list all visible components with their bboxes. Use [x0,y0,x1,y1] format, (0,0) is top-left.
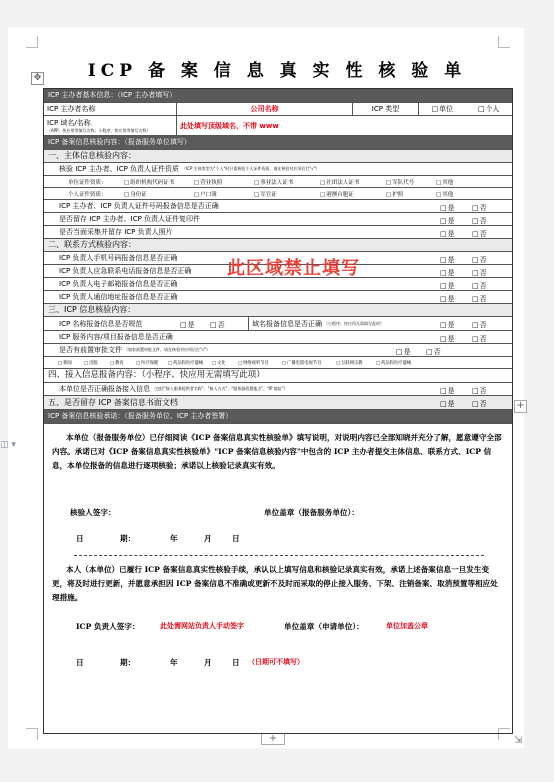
preapproval-av[interactable]: □ 网络视听节目 [238,360,269,366]
crop-mark-bottom-left [26,728,38,740]
site-name-no[interactable]: □ 否 [210,320,225,330]
domain-note: （APP、快应用等填写名称；小程序、快应用等填写名称） [47,127,151,133]
icp-type-label: ICP 类型 [352,103,418,115]
domain-row [44,116,512,136]
domain-check-cell [248,317,438,330]
preapproval-religion[interactable]: □ 互联网宗教 [336,360,363,366]
part1-title: 一、主体信息核验内容： [44,150,512,163]
cert-check-cell [56,163,512,175]
date-month-2[interactable]: 月 [204,658,212,667]
yes-checkbox[interactable]: □ 是 [440,268,455,278]
preapproval-culture[interactable]: □ 文化 [212,360,226,366]
icp-head-sign-label[interactable]: ICP 负责人签字： [76,622,140,631]
access-cell [56,383,436,395]
access-no[interactable]: □ 否 [472,386,487,396]
unit-cert-label: 单位证件资质： [68,180,107,186]
preapproval-news[interactable]: □ 新闻 [58,360,72,366]
date-hint: （日期可不填写） [248,658,304,666]
cert-check-note: （ICP 主体类型为"个人"时只需核验个人证件资质，请在核验对应项后打"√"） [182,166,320,171]
site-name-row [44,317,512,331]
no-checkbox[interactable]: □ 否 [472,334,487,344]
yes-checkbox[interactable]: □ 是 [440,203,455,213]
check-row [44,226,512,239]
preapproval-medical-devices[interactable]: □ 药品和医疗器械 [376,360,411,366]
domain-hint[interactable]: 此处填写顶级域名，不带 www [176,116,512,135]
check-row-label: ICP 主办者、ICP 负责人证件号码报备信息是否正确 [59,202,219,210]
section2-header: ICP 备案信息核验内容：（报备服务单位填写） [44,136,512,150]
no-checkbox[interactable]: □ 否 [472,294,487,304]
unit-cert-institution[interactable]: □ 事业法人证书 [254,178,293,186]
divider [74,555,484,556]
sponsor-name-label: ICP 主办者名称 [47,105,96,113]
preapproval-education[interactable]: □ 教育 [110,360,124,366]
add-row-icon[interactable]: + [261,733,285,745]
commitment-paragraph-2: 本人（本单位）已履行 ICP 备案信息真实性核验手续，承认以上填写信息和核验记录真实有效，承诺上述备案信息一旦发生变更，将及时进行更新，并愿意承担因 ICP 备案信息不准确或更新不及时而采取的停止接入服务、下架、注销备案、取消预置等相应处理措施。 [52,565,498,602]
access-note: （包括"接入服务提供者名称"、"接入方式"、"服务器放置地点"、"IP 地址"） [152,386,288,391]
date-year[interactable]: 年 [170,534,178,543]
document-title: ICP 备 案 信 息 真 实 性 核 验 单 [87,61,467,81]
commitment-paragraph-1: 本单位（报备服务单位）已仔细阅读《ICP 备案信息真实性核验单》填写说明，对说明内容已全部知晓并充分了解，愿意遵守全部内容。承诺已对《ICP 备案信息真实性核验单》"ICP 备案信息核验内容"中包含的 ICP 主办者提交主体信息、联系方式、ICP 信息，本单位报备的信息进行逐项核验；承诺以上核验记录真实有效。 [52,433,502,470]
crop-mark-top-right [498,36,510,48]
crop-mark-top-left [26,36,38,48]
date-day[interactable]: 日 [232,534,240,543]
personal-cert-row [44,188,512,200]
preapproval-note: （如有前置审批文件，请在核验对应项后打"√"） [124,347,211,352]
no-checkbox[interactable]: □ 否 [472,255,487,265]
preapproval-yes[interactable]: □ 是 [396,347,411,357]
site-name-yes[interactable]: □ 是 [180,320,195,330]
personal-cert-passport[interactable]: □ 护照 [386,190,403,198]
personal-cert-household[interactable]: □ 户口簿 [194,190,217,198]
domain-label-cell [44,116,176,135]
preapproval-healthcare[interactable]: □ 医疗保健 [136,360,158,366]
unit-cert-army[interactable]: □ 军队代号 [386,178,414,186]
site-name-label: ICP 名称报备信息是否规范 [59,319,143,328]
yes-checkbox[interactable]: □ 是 [440,255,455,265]
table-move-handle-icon[interactable]: ✥ [31,72,44,85]
unit-seal-label[interactable]: 单位盖章（报备服务单位）： [264,508,359,517]
no-checkbox[interactable]: □ 否 [472,268,487,278]
preapproval-label: 是否有前置审批文件 [59,346,122,354]
no-checkbox[interactable]: □ 否 [472,229,487,239]
personal-cert-id[interactable]: □ 身份证 [124,190,147,198]
check-row-label: 是否当面采集并留存 ICP 负责人照片 [59,228,173,236]
unit-cert-other[interactable]: □ 其他 [436,178,453,186]
access-row [44,383,512,396]
part5-title: 五、是否留存 ICP 备案信息书面文档 [48,398,178,407]
yes-checkbox[interactable]: □ 是 [440,216,455,226]
date-month[interactable]: 月 [204,534,212,543]
domain-label: ICP 域名/名称 [47,118,91,127]
table-resize-icon[interactable]: ⇲ [514,735,523,746]
date-year-2[interactable]: 年 [170,658,178,667]
yes-checkbox[interactable]: □ 是 [440,294,455,304]
section3-header: ICP 备案信息核验承诺：（报备服务单位、ICP 主办者签署） [44,410,512,424]
sponsor-name-row [44,103,512,116]
add-column-icon[interactable]: + [514,400,527,413]
sponsor-name-value[interactable]: 公司名称 [176,103,352,115]
unit-cert-org-code[interactable]: □ 组织机构代码证书 [124,178,174,186]
no-checkbox[interactable]: □ 否 [472,281,487,291]
part5-no[interactable]: □ 否 [472,399,487,409]
check-row [44,291,512,304]
personal-cert-label: 个人证件资质： [68,192,107,198]
sponsor-seal-hint: 单位加盖公章 [386,621,428,630]
date-label-qi: 期： [120,534,136,543]
unit-cert-society[interactable]: □ 社团法人证书 [320,178,359,186]
preapproval-publishing[interactable]: □ 出版 [84,360,98,366]
preapproval-no[interactable]: □ 否 [426,347,441,357]
yes-checkbox[interactable]: □ 是 [440,281,455,291]
check-row-label: ICP 负责人应急联系电话报备信息是否正确 [59,267,192,275]
type-unit-checkbox[interactable]: □ 单位 [431,104,453,114]
watermark: 此区域禁止填写 [227,258,360,279]
no-checkbox[interactable]: □ 否 [472,216,487,226]
check-row-label: ICP 负责人手机号码报备信息是否正确 [59,254,178,262]
yes-checkbox[interactable]: □ 是 [440,334,455,344]
icp-type-options [418,103,512,115]
domain-check-label: 域名报备信息是否正确 [252,319,322,328]
access-label: 本单位是否正确报备接入信息 [59,385,150,393]
date-day-2[interactable]: 日 [232,658,240,667]
preapproval-row [44,344,512,357]
part5-yes[interactable]: □ 是 [440,399,455,409]
part4-title: 四、接入信息报备内容：（小程序、快应用无需填写此项） [44,369,512,383]
date-label-ri-2: 日 [76,658,84,667]
sponsor-seal-label[interactable]: 单位盖章（申请单位）： [284,622,364,631]
yes-checkbox[interactable]: □ 是 [440,229,455,239]
domain-check-yes[interactable]: □ 是 [440,320,455,330]
part2-title: 二、联系方式核验内容： [44,239,512,252]
no-checkbox[interactable]: □ 否 [472,203,487,213]
preapproval-items-row [44,357,512,369]
personal-cert-hmt[interactable]: □ 港澳台胞证 [320,190,354,198]
part5-row [44,396,512,410]
check-row-label: ICP 负责人通信地址报备信息是否正确 [59,293,178,301]
check-row [44,331,512,344]
cert-check-label: 核验 ICP 主办者、ICP 负责人证件资质 [59,165,180,173]
domain-check-no[interactable]: □ 否 [472,320,487,330]
domain-check-note: （小程序、快应用无需填写此项） [324,320,384,326]
check-row-label: ICP 服务内容/项目报备信息是否正确 [59,333,173,341]
unit-cert-license[interactable]: □ 营业执照 [194,178,222,186]
paragraph-marker-icon: ◫ ▾ [0,440,16,450]
preapproval-drugs[interactable]: □ 药品和医疗器械 [168,360,203,366]
personal-cert-other[interactable]: □ 其他 [436,190,453,198]
personal-cert-officer[interactable]: □ 军官证 [254,190,277,198]
icp-head-sign-hint: 此处需网站负责人手动签字 [160,622,244,630]
date-label-qi-2: 期： [120,658,136,667]
preapproval-cell [56,344,386,356]
date-label-ri: 日 [76,534,84,543]
access-yes[interactable]: □ 是 [440,386,455,396]
unit-cert-row [44,176,512,188]
verifier-sign-label[interactable]: 核验人签字： [70,508,116,517]
check-row-label: ICP 负责人电子邮箱报备信息是否正确 [59,280,178,288]
cert-check-row [44,163,512,176]
verification-form [43,88,513,734]
part3-title: 三、ICP 信息核验内容： [44,304,512,317]
preapproval-broadcast[interactable]: □ 广播电影电视节目 [282,360,321,366]
check-row [44,200,512,213]
check-row-label: 是否留存 ICP 主办者、ICP 负责人证件复印件 [59,215,201,223]
check-row [44,213,512,226]
type-personal-checkbox[interactable]: □ 个人 [478,104,500,114]
section1-header: ICP 主办者基本信息：（ICP 主办者填写） [44,89,512,103]
